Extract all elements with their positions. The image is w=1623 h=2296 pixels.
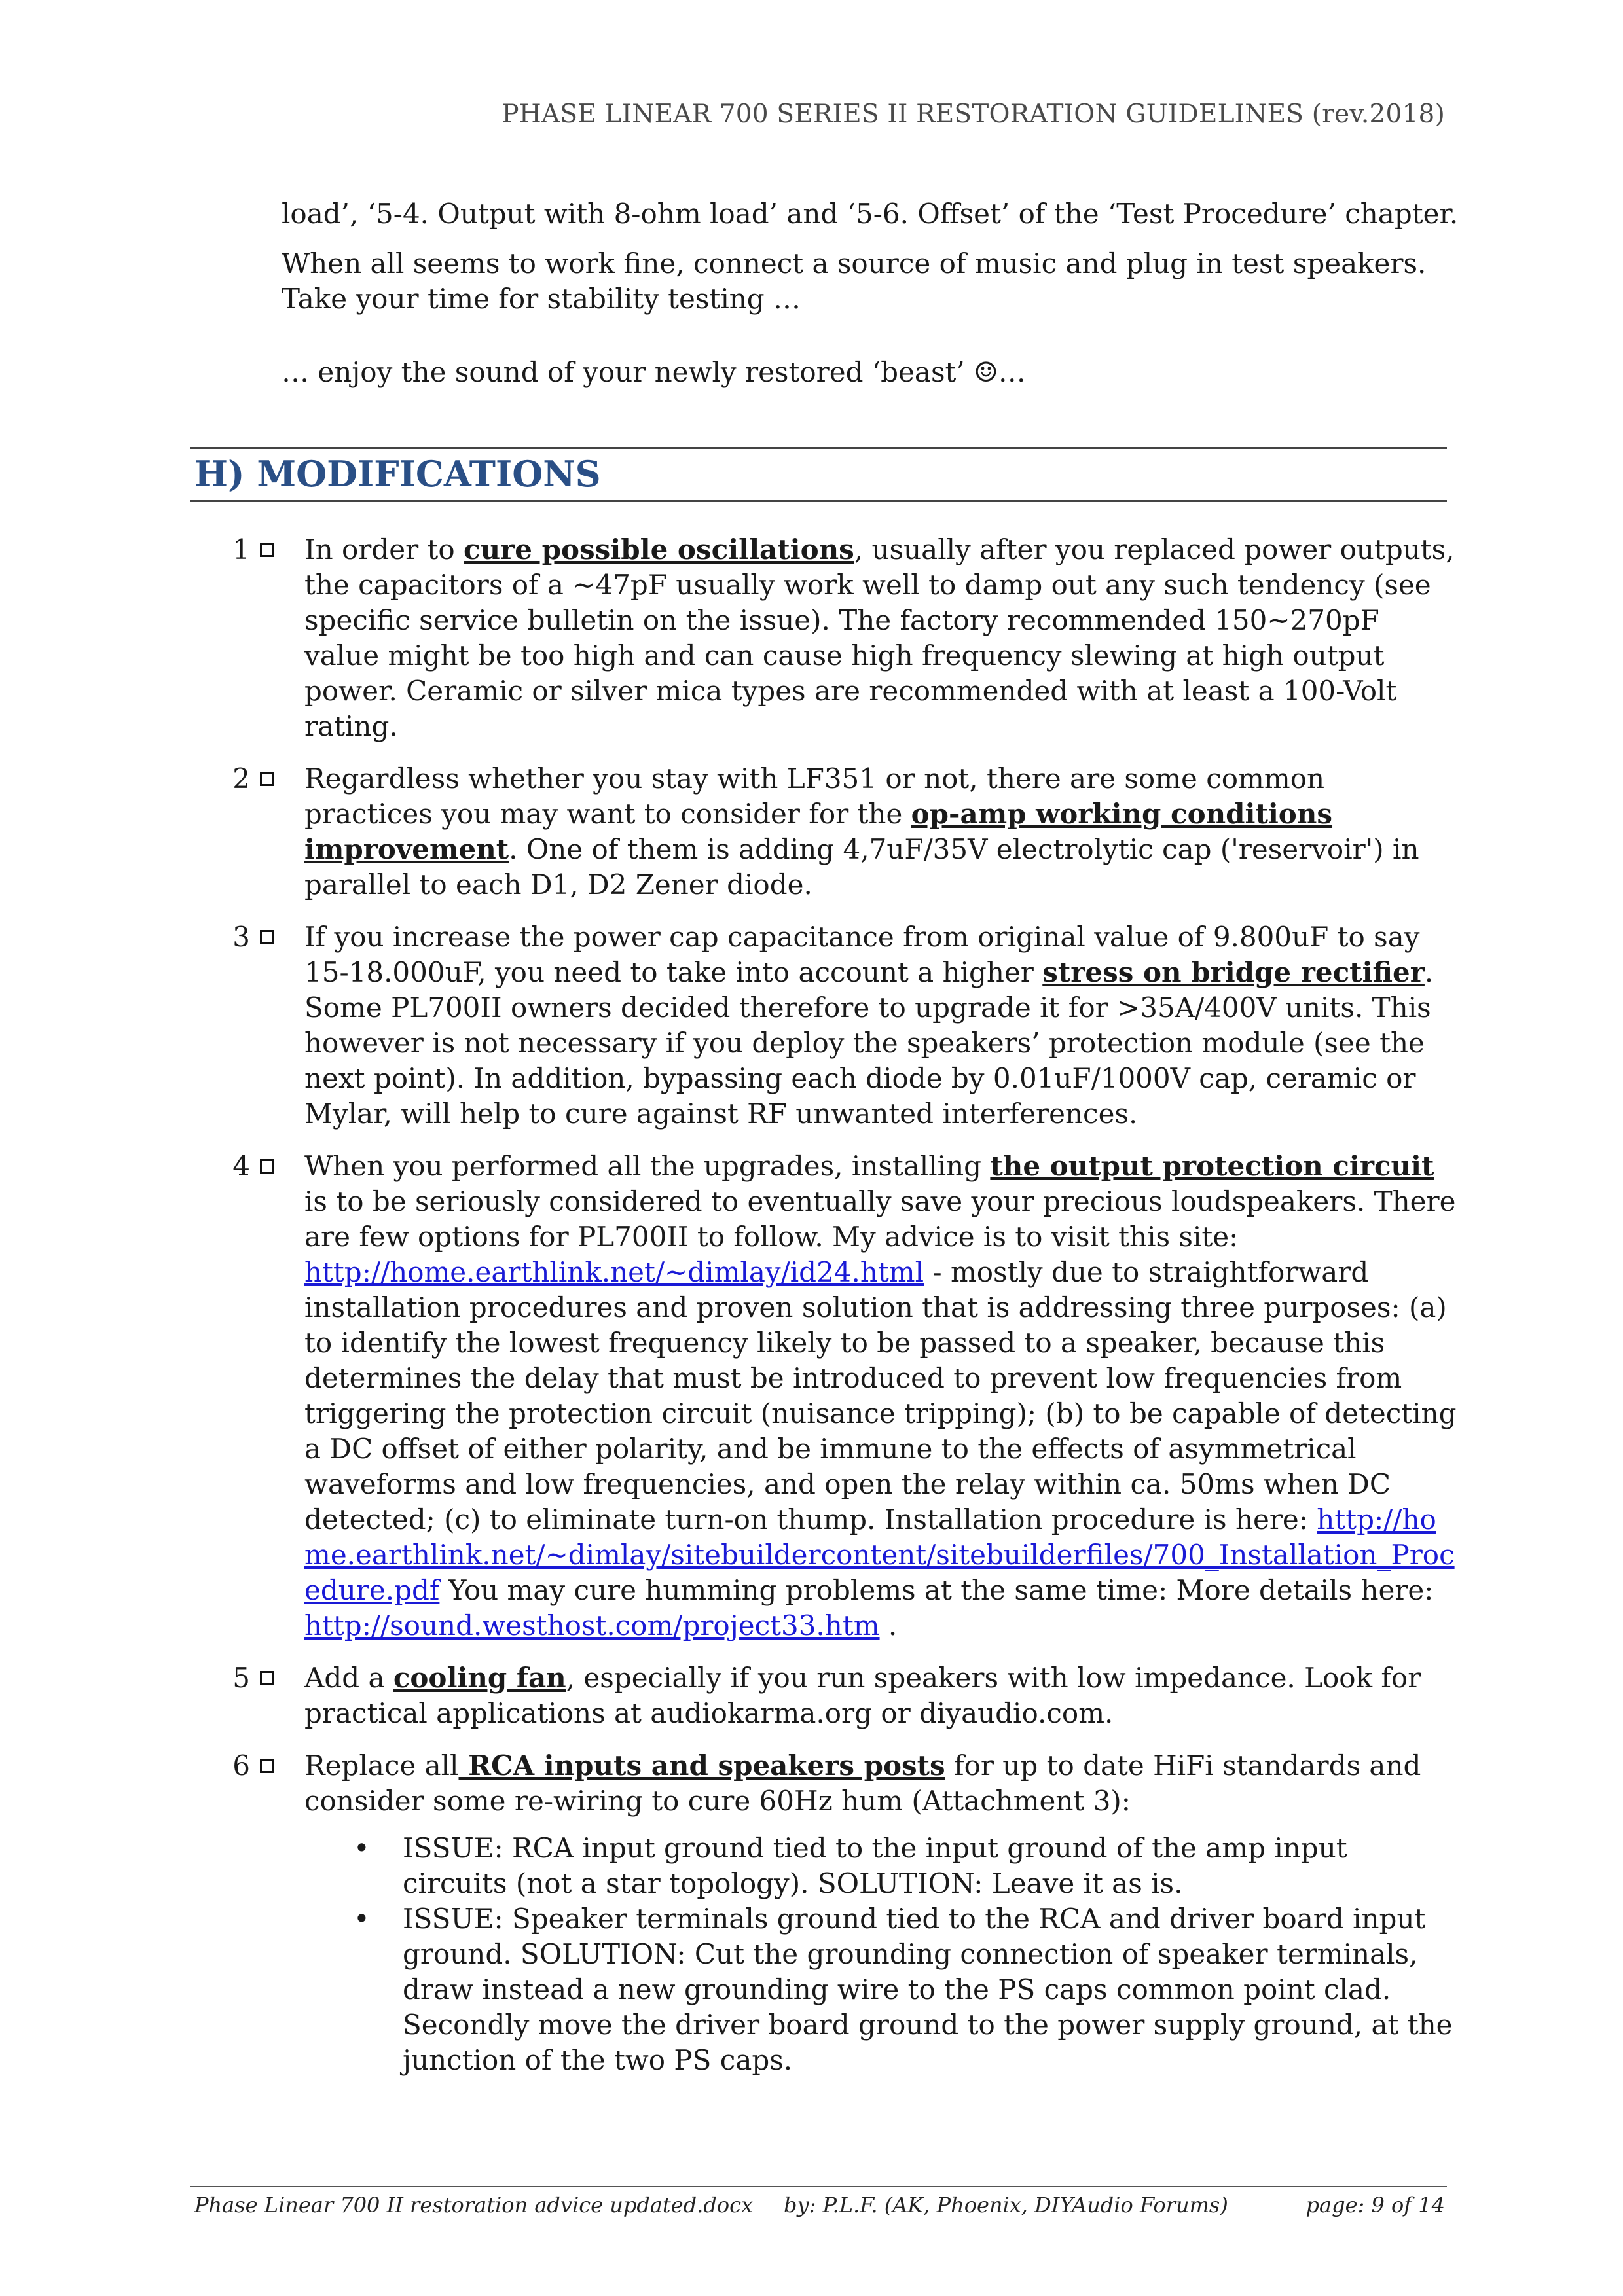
modification-list bbox=[190, 532, 1460, 2095]
hyperlink[interactable]: http://sound.westhost.com/project33.htm bbox=[304, 1609, 880, 1641]
intro-paragraph: When all seems to work fine, connect a source of music and plug in test speakers. Take your time for stability testing … bbox=[282, 247, 1427, 315]
item-text: , usually after you replaced power outputs, the capacitors of a ~47pF usually work well to damp out any such tendency (see specific service bulletin on the issue). The factory recommended 150~270pF value might be too high and can cause high frequency slewing at high output power. Ceramic or silver mica types are recommended with at least a 100-Volt rating. bbox=[304, 533, 1455, 742]
item-number: 6 bbox=[232, 1749, 250, 1782]
list-item bbox=[190, 920, 1460, 1132]
list-item bbox=[190, 1748, 1460, 2078]
item-keyword: the output protection circuit bbox=[990, 1150, 1434, 1182]
bullet-text: ISSUE: Speaker terminals ground tied to the RCA and driver board input ground. SOLUTION: Cut the grounding connection of speaker terminals, draw instead a new grounding wire to the PS caps common point clad. Secondly move the driver board ground to the power supply ground, at the junction of the two PS caps. bbox=[403, 1903, 1453, 2076]
item-text: is to be seriously considered to eventually save your precious loudspeakers. There are few options for PL700II to follow. My advice is to visit this site: bbox=[304, 1185, 1456, 1253]
item-text: , especially if you run speakers with low impedance. Look for practical applications at audiokarma.org or diyaudio.com. bbox=[304, 1662, 1421, 1729]
intro-text bbox=[282, 196, 1460, 404]
checkbox-icon[interactable] bbox=[260, 543, 274, 557]
item-keyword: op-amp working conditions improvement bbox=[304, 798, 1333, 865]
item-number: 2 bbox=[232, 762, 250, 795]
bullet-icon: • bbox=[354, 1903, 370, 1935]
hyperlink[interactable]: http://home.earthlink.net/~dimlay/id24.html bbox=[304, 1256, 924, 1288]
item-number: 1 bbox=[232, 533, 250, 565]
section-heading: H) MODIFICATIONS bbox=[194, 453, 601, 495]
intro-paragraph: load’, ‘5-4. Output with 8-ohm load’ and ‘5-6. Offset’ of the ‘Test Procedure’ chapter. bbox=[282, 198, 1459, 230]
item-text: for up to date HiFi standards and consider some re-wiring to cure 60Hz hum (Attachment 3): bbox=[304, 1749, 1421, 1817]
list-item bbox=[190, 532, 1460, 744]
item-number: 5 bbox=[232, 1662, 250, 1694]
item-text: Replace all bbox=[304, 1749, 459, 1782]
checkbox-icon[interactable] bbox=[260, 930, 274, 944]
item-keyword: RCA inputs and speakers posts bbox=[458, 1749, 945, 1782]
item-keyword: cure possible oscillations bbox=[464, 533, 854, 565]
item-text: . Some PL700II owners decided therefore to upgrade it for >35A/400V units. This however is not necessary if you deploy the speakers’ protection module (see the next point). In addition, bypassing each diode by 0.01uF/1000V cap, ceramic or Mylar, will help to cure against RF unwanted interferences. bbox=[304, 956, 1434, 1130]
footer-page-number: page: 9 of 14 bbox=[1305, 2193, 1445, 2217]
intro-paragraph: … enjoy the sound of your newly restored ‘beast’ ☺… bbox=[282, 356, 1026, 388]
footer-rule bbox=[190, 2186, 1447, 2187]
item-text: You may cure humming problems at the same time: More details here: bbox=[439, 1574, 1434, 1606]
item-number: 3 bbox=[232, 921, 250, 953]
hyperlink[interactable]: http://home.earthlink.net/~dimlay/sitebuildercontent/sitebuilderfiles/700_Installation_Procedure.pdf bbox=[304, 1503, 1455, 1606]
checkbox-icon[interactable] bbox=[260, 1759, 274, 1773]
section-rule bbox=[190, 447, 1447, 449]
item-number: 4 bbox=[232, 1150, 250, 1182]
item-keyword: cooling fan bbox=[393, 1662, 566, 1694]
bullet-list bbox=[304, 1831, 1460, 2078]
list-item bbox=[190, 761, 1460, 903]
bullet-item bbox=[354, 1831, 1460, 1901]
checkbox-icon[interactable] bbox=[260, 1671, 274, 1685]
footer-author: by: P.L.F. (AK, Phoenix, DIYAudio Forums) bbox=[784, 2193, 1228, 2217]
bullet-item bbox=[354, 1901, 1460, 2078]
running-header: PHASE LINEAR 700 SERIES II RESTORATION GUIDELINES (rev.2018) bbox=[501, 99, 1445, 129]
section-rule bbox=[190, 500, 1447, 502]
footer-filename: Phase Linear 700 II restoration advice updated.docx bbox=[194, 2193, 754, 2217]
item-text: Add a bbox=[304, 1662, 393, 1694]
item-text: In order to bbox=[304, 533, 464, 565]
item-text: . bbox=[879, 1609, 898, 1641]
item-text: Regardless whether you stay with LF351 or not, there are some common practices you may want to consider for the bbox=[304, 762, 1325, 830]
list-item bbox=[190, 1660, 1460, 1731]
item-text: If you increase the power cap capacitance from original value of 9.800uF to say 15-18.000uF, you need to take into account a higher bbox=[304, 921, 1420, 988]
bullet-text: ISSUE: RCA input ground tied to the input ground of the amp input circuits (not a star topology). SOLUTION: Leave it as is. bbox=[403, 1832, 1347, 1899]
list-item bbox=[190, 1149, 1460, 1643]
bullet-icon: • bbox=[354, 1832, 370, 1864]
item-text: - mostly due to straightforward installation procedures and proven solution that is addressing three purposes: (a) to identify the lowest frequency likely to be passed to a speaker, because this determines the delay that must be introduced to prevent low frequencies from triggering the protection circuit (nuisance tripping); (b) to be capable of detecting a DC offset of either polarity, and be immune to the effects of asymmetrical waveforms and low frequencies, and open the relay within ca. 50ms when DC detected; (c) to eliminate turn-on thump. Installation procedure is here: bbox=[304, 1256, 1457, 1535]
item-text: . One of them is adding 4,7uF/35V electrolytic cap ('reservoir') in parallel to each D1, D2 Zener diode. bbox=[304, 833, 1419, 901]
item-text: When you performed all the upgrades, installing bbox=[304, 1150, 991, 1182]
item-keyword: stress on bridge rectifier bbox=[1042, 956, 1425, 988]
checkbox-icon[interactable] bbox=[260, 1159, 274, 1174]
checkbox-icon[interactable] bbox=[260, 772, 274, 786]
